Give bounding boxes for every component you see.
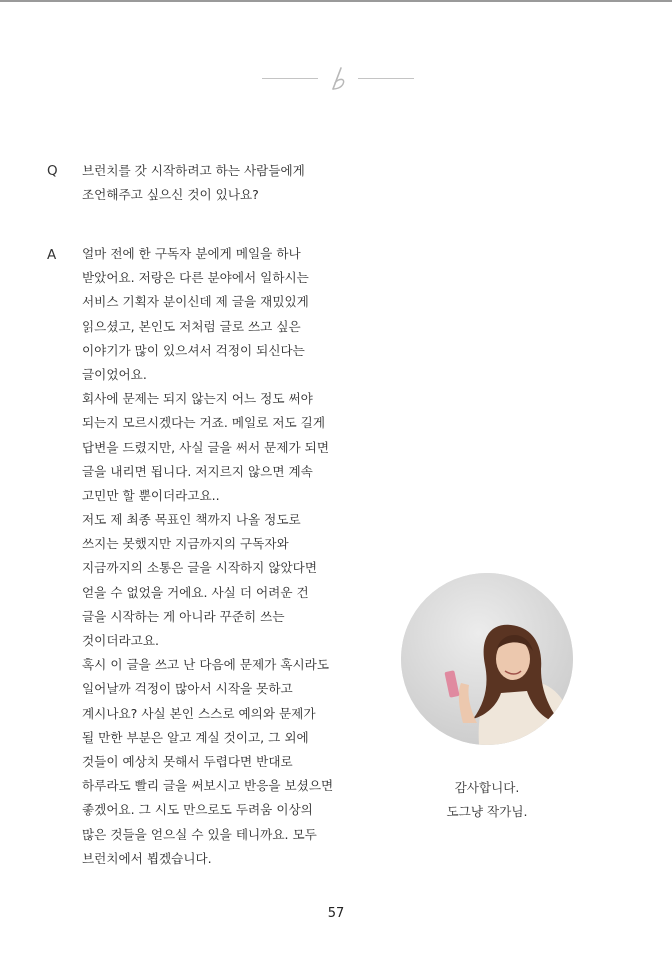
text-line: 글이었어요. [82, 366, 147, 382]
author-photo [401, 573, 573, 745]
page-number: 57 [327, 906, 345, 921]
text-line: 조언해주고 싶으신 것이 있나요? [82, 187, 259, 203]
ornament-line-left [262, 78, 318, 79]
text-line: 저도 제 최종 목표인 책까지 나올 정도로 [82, 512, 301, 528]
text-line: 브런치에서 뵙겠습니다. [82, 850, 212, 866]
text-line: 이야기가 많이 있으셔서 걱정이 되신다는 [82, 342, 305, 358]
caption-thanks: 감사합니다. [454, 780, 520, 795]
text-line: 되는지 모르시겠다는 거죠. 메일로 저도 길게 [82, 415, 325, 431]
top-rule [0, 0, 672, 2]
text-line: 읽으셨고, 본인도 저처럼 글로 쓰고 싶은 [82, 318, 301, 334]
text-line: 될 만한 부분은 알고 계실 것이고, 그 외에 [82, 729, 309, 745]
caption-author: 도그냥 작가님. [446, 804, 528, 819]
text-line: 글을 내리면 됩니다. 저지르지 않으면 계속 [82, 463, 313, 479]
text-line: 혹시 이 글을 쓰고 난 다음에 문제가 혹시라도 [82, 657, 330, 673]
text-line: 하루라도 빨리 글을 써보시고 반응을 보셨으면 [82, 778, 334, 794]
text-line: 고민만 할 뿐이더라고요.. [82, 487, 220, 503]
text-line: 계시나요? 사실 본인 스스로 예의와 문제가 [82, 705, 316, 721]
text-line: 답변을 드렸지만, 사실 글을 써서 문제가 되면 [82, 439, 330, 455]
author-photo-illustration [401, 573, 573, 745]
answer-marker: A [47, 247, 57, 263]
text-line: 회사에 문제는 되지 않는지 어느 정도 써야 [82, 391, 313, 407]
text-line: 브런치를 갓 시작하려고 하는 사람들에게 [82, 163, 305, 178]
text-line: 일어날까 걱정이 많아서 시작을 못하고 [82, 681, 293, 697]
text-line: 받았어요. 저랑은 다른 분야에서 일하시는 [82, 270, 309, 286]
text-line: 것이더라고요. [82, 633, 159, 648]
question-text [82, 159, 305, 207]
text-line: 좋겠어요. 그 시도 만으로도 두려움 이상의 [82, 802, 313, 818]
photo-caption [401, 776, 573, 824]
text-line: 것들이 예상치 못해서 두렵다면 반대로 [82, 753, 293, 769]
text-line: 얼마 전에 한 구독자 분에게 메일을 하나 [82, 246, 301, 261]
text-line: 서비스 기획자 분이신데 제 글을 재밌있게 [82, 294, 309, 310]
text-line: 쓰지는 못했지만 지금까지의 구독자와 [82, 536, 289, 552]
text-line: 지금까지의 소통은 글을 시작하지 않았다면 [82, 560, 317, 576]
section-ornament [262, 66, 414, 92]
text-line: 글을 시작하는 게 아니라 꾸준히 쓰는 [82, 608, 285, 624]
text-line: 얻을 수 없었을 거에요. 사실 더 어려운 건 [82, 584, 309, 600]
brunch-b-logo-icon [326, 66, 350, 92]
ornament-line-right [358, 78, 414, 79]
text-line: 많은 것들을 얻으실 수 있을 테니까요. 모두 [82, 826, 317, 842]
question-marker: Q [47, 163, 58, 179]
answer-text [82, 242, 333, 871]
